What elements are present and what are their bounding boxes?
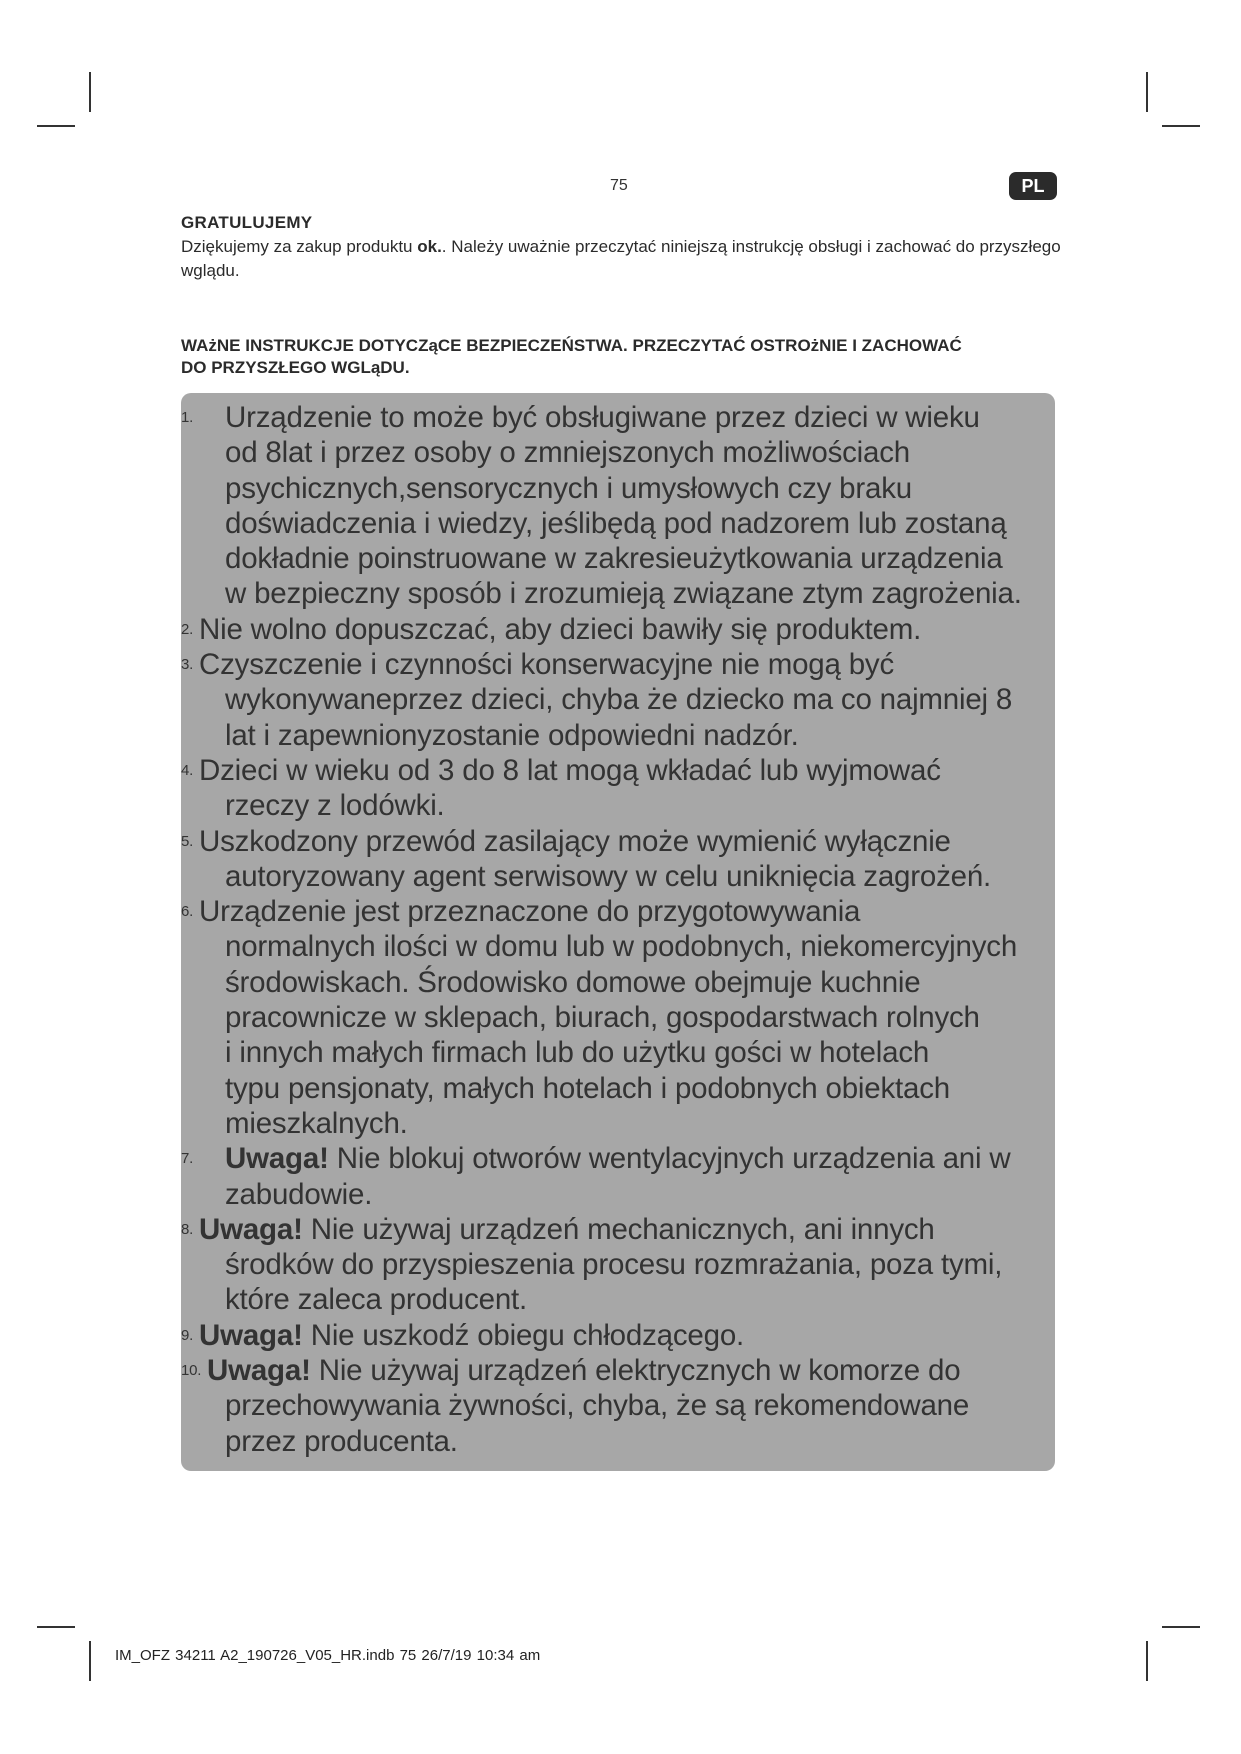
item-text: Uszkodzony przewód zasilający może wymienić wyłącznie (199, 824, 951, 858)
item-line (225, 435, 1081, 470)
item-text: Nie blokuj otworów wentylacyjnych urządzenia ani w (328, 1142, 1011, 1176)
item-text: dokładnie poinstruowane w zakresieużytkowania urządzenia (225, 542, 1003, 576)
print-footer: IM_OFZ 34211 A2_190726_V05_HR.indb 75 26/7/19 10:34 am (115, 1647, 541, 1664)
item-line (225, 965, 1081, 1000)
warning-label: Uwaga! (225, 1142, 329, 1176)
crop-mark (37, 1626, 75, 1628)
crop-mark (1146, 1641, 1148, 1681)
item-text: Urządzenie to może być obsługiwane przez dzieci w wieku (225, 401, 980, 434)
item-number: 9. (181, 1326, 194, 1344)
safety-item (181, 824, 1081, 895)
item-text: doświadczenia i wiedzy, jeślibędą pod nadzorem lub zostaną (225, 506, 1007, 540)
crop-mark (37, 125, 75, 127)
intro-text-end: . Należy uważnie przeczytać niniejszą instrukcję obsługi i zachować do przyszłego wglądu. (181, 237, 1061, 280)
item-number: 1. (181, 409, 194, 426)
safety-item (181, 1318, 1081, 1353)
item-line (225, 541, 1081, 576)
language-badge: PL (1009, 172, 1057, 200)
item-number: 3. (181, 656, 194, 674)
item-number: 8. (181, 1220, 194, 1238)
item-text: Urządzenie jest przeznaczone do przygotowywania (199, 895, 861, 929)
item-line (199, 824, 1081, 859)
item-text: psychicznych,sensorycznych i umysłowych czy braku (225, 471, 912, 505)
item-text: typu pensjonaty, małych hotelach i podobnych obiektach (225, 1071, 950, 1105)
item-text: Nie używaj urządzeń elektrycznych w komorze do (310, 1354, 961, 1388)
crop-mark (1146, 72, 1148, 112)
item-text: pracownicze w sklepach, biurach, gospodarstwach rolnych (225, 1001, 980, 1035)
item-line (225, 400, 1081, 435)
item-line (225, 788, 1081, 823)
item-text: rzeczy z lodówki. (225, 789, 445, 823)
item-text: środowiskach. Środowisko domowe obejmuje kuchnie (225, 965, 921, 999)
page-number: 75 (610, 177, 628, 194)
item-line (225, 1282, 1081, 1317)
item-text: Nie używaj urządzeń mechanicznych, ani innych (302, 1212, 935, 1246)
item-line (225, 682, 1081, 717)
item-line (225, 506, 1081, 541)
warning-label: Uwaga! (199, 1318, 303, 1352)
intro-text (181, 235, 1061, 283)
safety-heading (181, 335, 1061, 379)
warning-label: Uwaga! (207, 1354, 311, 1388)
item-line (225, 1106, 1081, 1141)
item-text: normalnych ilości w domu lub w podobnych, niekomercyjnych (225, 930, 1018, 964)
item-text: Czyszczenie i czynności konserwacyjne nie mogą być (199, 648, 895, 682)
item-number: 6. (181, 903, 194, 921)
item-text: zabudowie. (225, 1177, 373, 1211)
warning-label: Uwaga! (199, 1212, 303, 1246)
crop-mark (89, 72, 91, 112)
item-line (199, 894, 1081, 929)
item-text: autoryzowany agent serwisowy w celu uniknięcia zagrożeń. (225, 859, 992, 893)
safety-item (181, 894, 1081, 1141)
item-line (199, 1318, 1081, 1353)
item-number: 10. (181, 1362, 202, 1380)
intro-heading: GRATULUJEMY (181, 213, 313, 232)
item-text: środków do przyspieszenia procesu rozmrażania, poza tymi, (225, 1248, 1003, 1282)
safety-item (181, 647, 1081, 753)
item-line (225, 718, 1081, 753)
safety-item (181, 1212, 1081, 1318)
safety-heading-line: DO PRZYSZŁEGO WGLąDU. (181, 358, 410, 377)
item-line (207, 1353, 1081, 1388)
item-text: lat i zapewnionyzostanie odpowiedni nadzór. (225, 718, 799, 752)
intro-section (181, 213, 1061, 283)
item-line (225, 1177, 1081, 1212)
crop-mark (1162, 125, 1200, 127)
item-line (225, 1141, 1081, 1176)
safety-heading-line: WAżNE INSTRUKCJE DOTYCZąCE BEZPIECZEŃSTWA. PRZECZYTAĆ OSTROżNIE I ZACHOWAĆ (181, 336, 962, 355)
brand-name: ok. (417, 237, 442, 256)
item-line (225, 1247, 1081, 1282)
item-line (225, 1424, 1081, 1459)
item-line (199, 1212, 1081, 1247)
item-line (199, 647, 1081, 682)
safety-item (181, 1353, 1081, 1459)
item-line (225, 929, 1081, 964)
safety-item (181, 400, 1081, 612)
item-line (199, 753, 1081, 788)
item-text: od 8lat i przez osoby o zmniejszonych możliwościach (225, 436, 910, 470)
item-line (225, 471, 1081, 506)
item-number: 2. (181, 620, 194, 638)
item-line (225, 1071, 1081, 1106)
item-text: w bezpieczny sposób i zrozumieją związane ztym zagrożenia. (225, 577, 1022, 611)
item-text: Nie wolno dopuszczać, aby dzieci bawiły się produktem. (199, 612, 922, 646)
item-line (225, 1035, 1081, 1070)
safety-item (181, 1141, 1081, 1212)
crop-mark (89, 1641, 91, 1681)
safety-item (181, 753, 1081, 824)
item-number: 5. (181, 832, 194, 850)
item-line (225, 1388, 1081, 1423)
item-number: 4. (181, 761, 194, 779)
item-text: wykonywaneprzez dzieci, chyba że dziecko ma co najmniej 8 (225, 683, 1013, 717)
item-line (225, 576, 1081, 611)
item-number: 7. (181, 1150, 194, 1168)
item-line (225, 859, 1081, 894)
item-text: przez producenta. (225, 1424, 458, 1458)
item-text: które zaleca producent. (225, 1283, 528, 1317)
item-line (225, 1000, 1081, 1035)
item-text: przechowywania żywności, chyba, że są rekomendowane (225, 1389, 970, 1423)
item-text: Dzieci w wieku od 3 do 8 lat mogą wkładać lub wyjmować (199, 753, 941, 787)
intro-text-start: Dziękujemy za zakup produktu (181, 237, 418, 256)
item-text: Nie uszkodź obiegu chłodzącego. (302, 1318, 745, 1352)
safety-instructions-list (181, 400, 1081, 1459)
item-text: mieszkalnych. (225, 1106, 408, 1140)
item-text: i innych małych firmach lub do użytku gości w hotelach (225, 1036, 930, 1070)
safety-item (181, 612, 1081, 647)
item-line (199, 612, 1081, 647)
crop-mark (1162, 1626, 1200, 1628)
